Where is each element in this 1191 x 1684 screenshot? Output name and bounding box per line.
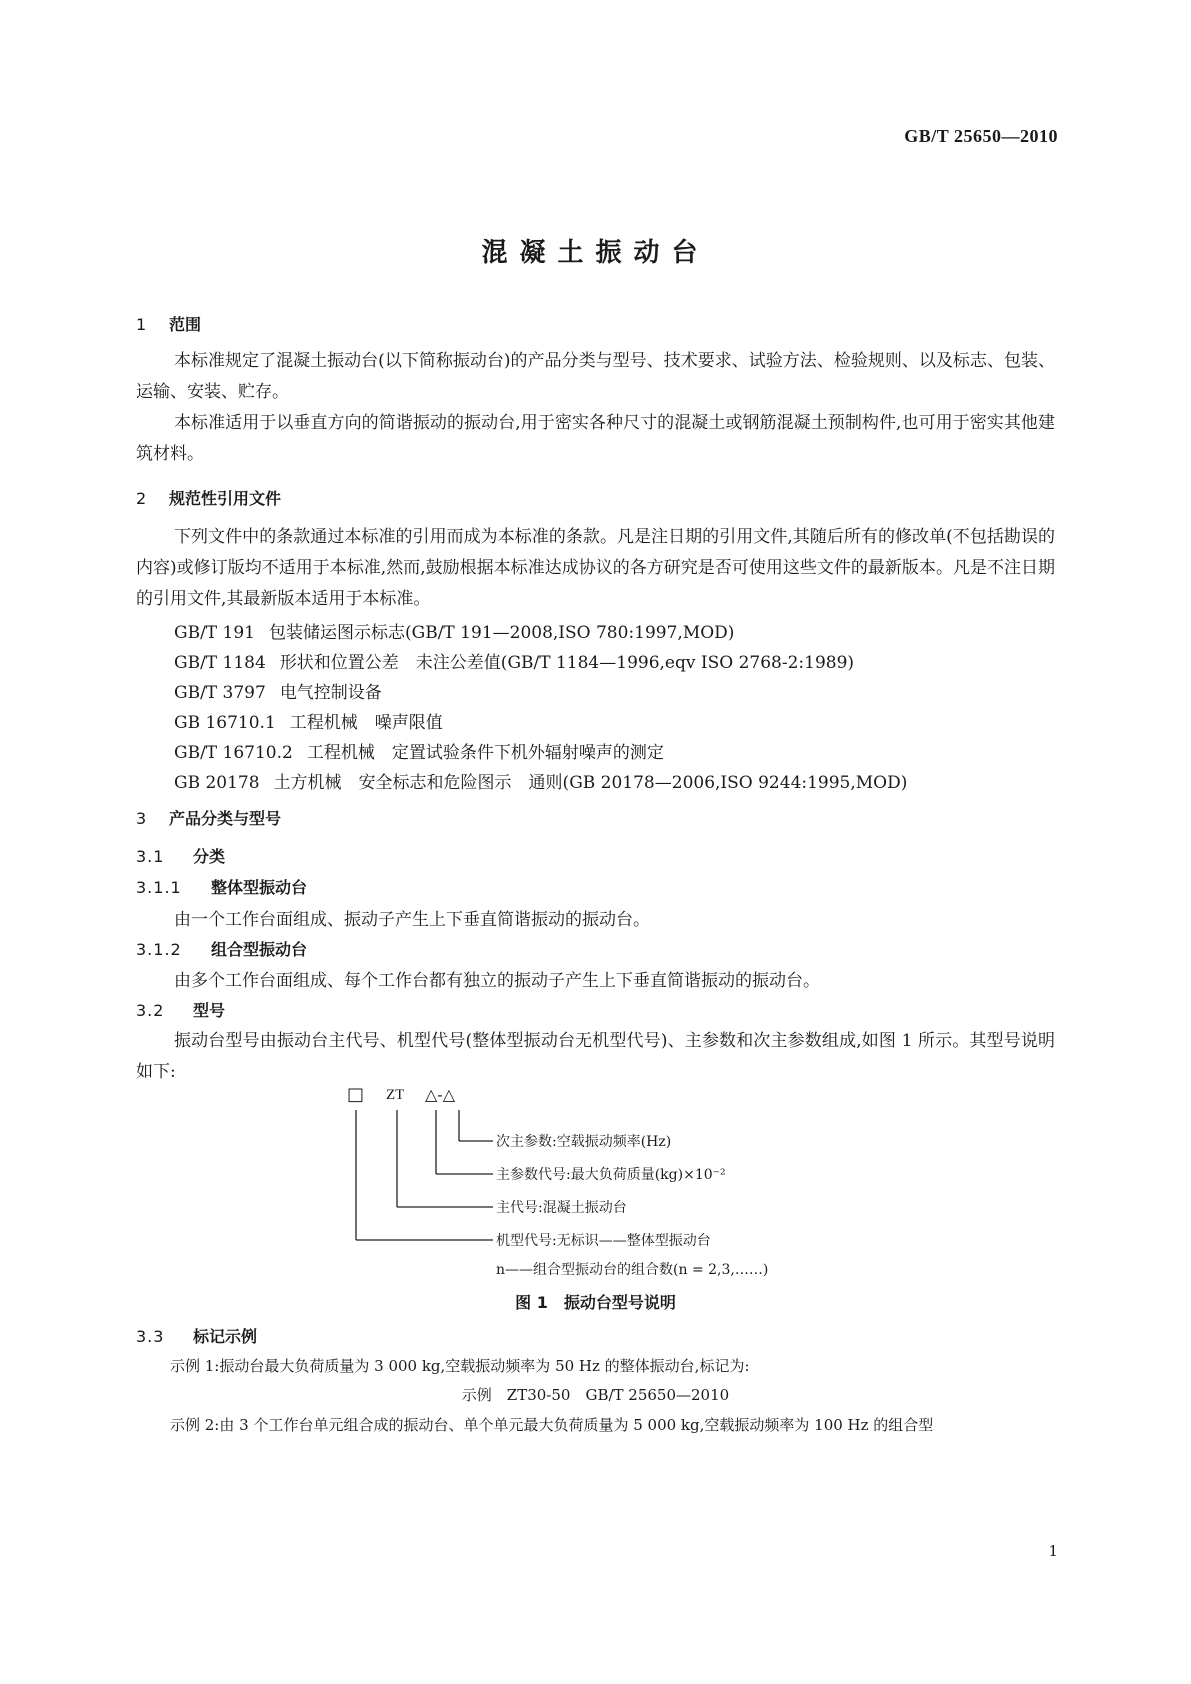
reference-code: GB/T 3797 xyxy=(174,683,266,703)
section-number: 3.1.1 xyxy=(136,878,182,897)
reference-title: 电气控制设备 xyxy=(279,683,382,703)
example-text: 示例 2:由 3 个工作台单元组合成的振动台、单个单元最大负荷质量为 5 000 kg,空载振动频率为 100 Hz 的组合型 xyxy=(170,1416,934,1434)
section-title: 分类 xyxy=(193,847,226,866)
reference-code: GB 20178 xyxy=(174,773,260,793)
section-number: 2 xyxy=(136,489,147,508)
figure-label: 机型代号:无标识——整体型振动台 xyxy=(496,1233,711,1249)
paragraph: 由多个工作台面组成、每个工作台都有独立的振动子产生上下垂直简谐振动的振动台。 xyxy=(174,971,820,991)
section-number: 3.1.2 xyxy=(136,940,182,959)
section-title: 产品分类与型号 xyxy=(169,809,282,828)
example-text: 示例 1:振动台最大负荷质量为 3 000 kg,空载振动频率为 50 Hz 的整体振动台,标记为: xyxy=(170,1357,750,1375)
reference-title: 工程机械 定置试验条件下机外辐射噪声的测定 xyxy=(306,743,664,763)
section-title: 组合型振动台 xyxy=(211,940,308,959)
section-title: 整体型振动台 xyxy=(211,878,308,897)
reference-title: 工程机械 噪声限值 xyxy=(289,713,443,733)
page-number: 1 xyxy=(1048,1542,1058,1560)
section-number: 3 xyxy=(136,809,147,828)
section-title: 规范性引用文件 xyxy=(169,489,282,508)
reference-code: GB/T 16710.2 xyxy=(174,743,293,763)
reference-title: 土方机械 安全标志和危险图示 通则(GB 20178—2006,ISO 9244:1995,MOD) xyxy=(273,773,908,793)
section-number: 3.2 xyxy=(136,1001,165,1020)
section-title: 标记示例 xyxy=(193,1327,258,1346)
paragraph: 本标准规定了混凝土振动台(以下简称振动台)的产品分类与型号、技术要求、试验方法、检验规则、以及标志、包装、运输、安装、贮存。 xyxy=(136,351,1055,402)
reference-code: GB 16710.1 xyxy=(174,713,276,733)
paragraph: 下列文件中的条款通过本标准的引用而成为本标准的条款。凡是注日期的引用文件,其随后所有的修改单(不包括勘误的内容)或修订版均不适用于本标准,然而,鼓励根据本标准达成协议的各方研究是否可使用这些文件的最新版本。凡是不注日期的引用文件,其最新版本适用于本标准。 xyxy=(136,527,1055,609)
figure-caption: 图 1 振动台型号说明 xyxy=(515,1293,676,1312)
standard-number: GB/T 25650—2010 xyxy=(904,126,1058,146)
zt-symbol: ZT xyxy=(386,1087,405,1103)
reference-code: GB/T 191 xyxy=(174,623,255,643)
figure-label: 主代号:混凝土振动台 xyxy=(496,1200,627,1216)
paragraph: 振动台型号由振动台主代号、机型代号(整体型振动台无机型代号)、主参数和次主参数组成,如图 1 所示。其型号说明如下: xyxy=(136,1031,1055,1082)
section-title: 范围 xyxy=(169,315,202,334)
section-number: 3.1 xyxy=(136,847,165,866)
reference-title: 形状和位置公差 未注公差值(GB/T 1184—1996,eqv ISO 2768-2:1989) xyxy=(279,653,855,673)
paragraph: 本标准适用于以垂直方向的简谐振动的振动台,用于密实各种尺寸的混凝土或钢筋混凝土预制构件,也可用于密实其他建筑材料。 xyxy=(136,413,1055,464)
reference-code: GB/T 1184 xyxy=(174,653,266,673)
subsection-3-3-heading xyxy=(136,1324,257,1347)
figure-label: n——组合型振动台的组合数(n = 2,3,……) xyxy=(496,1262,769,1278)
example-marking: 示例 ZT30-50 GB/T 25650—2010 xyxy=(461,1386,730,1404)
section-number: 1 xyxy=(136,315,147,334)
figure-label: 主参数代号:最大负荷质量(kg)×10⁻² xyxy=(496,1167,726,1183)
section-title: 型号 xyxy=(193,1001,226,1020)
box-symbol: □ xyxy=(347,1084,365,1105)
page-title: 混凝土振动台 xyxy=(481,238,710,268)
paragraph: 由一个工作台面组成、振动子产生上下垂直简谐振动的振动台。 xyxy=(174,910,650,930)
reference-title: 包装储运图示标志(GB/T 191—2008,ISO 780:1997,MOD) xyxy=(269,623,735,643)
figure-label: 次主参数:空载振动频率(Hz) xyxy=(496,1134,672,1150)
section-number: 3.3 xyxy=(136,1327,165,1346)
triangle-symbol: △-△ xyxy=(425,1085,456,1104)
